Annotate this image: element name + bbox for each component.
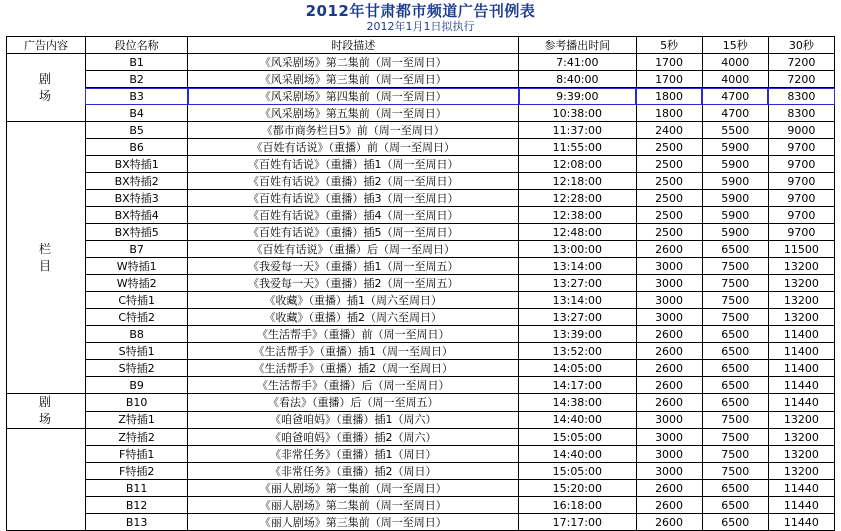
segment-cell: B11 (85, 480, 187, 497)
price-15s-cell: 7500 (702, 309, 768, 326)
price-15s-cell: 5900 (702, 207, 768, 224)
category-cell (7, 429, 86, 531)
description-cell: 《咱爸咱妈》（重播）插2（周六） (188, 429, 519, 446)
price-5s-cell: 2600 (636, 343, 702, 360)
description-cell: 《丽人剧场》第三集前（周一至周日） (188, 514, 519, 531)
segment-cell: B13 (85, 514, 187, 531)
price-30s-cell: 9700 (768, 207, 834, 224)
price-30s-cell: 7200 (768, 54, 834, 71)
description-cell: 《百姓有话说》（重播）插5（周一至周日） (188, 224, 519, 241)
segment-cell: B4 (85, 105, 187, 122)
table-row[interactable] (7, 326, 835, 343)
airtime-cell: 15:05:00 (519, 463, 636, 480)
price-15s-cell: 7500 (702, 429, 768, 446)
segment-cell: F特插2 (85, 463, 187, 480)
airtime-cell: 11:55:00 (519, 139, 636, 156)
airtime-cell: 16:18:00 (519, 497, 636, 514)
price-30s-cell: 13200 (768, 292, 834, 309)
description-cell: 《风采剧场》第四集前（周一至周日） (188, 88, 519, 105)
segment-cell: Z特插1 (85, 411, 187, 429)
table-header (7, 37, 835, 54)
price-5s-cell: 2600 (636, 360, 702, 377)
airtime-cell: 17:17:00 (519, 514, 636, 531)
table-row[interactable] (7, 275, 835, 292)
airtime-cell: 12:38:00 (519, 207, 636, 224)
price-30s-cell: 8300 (768, 105, 834, 122)
airtime-cell: 14:40:00 (519, 411, 636, 429)
airtime-cell: 13:27:00 (519, 275, 636, 292)
price-30s-cell: 11440 (768, 394, 834, 412)
table-row[interactable] (7, 207, 835, 224)
header-cell-category: 广告内容 (7, 37, 86, 54)
table-row[interactable] (7, 54, 835, 71)
price-15s-cell: 5900 (702, 173, 768, 190)
table-row[interactable] (7, 480, 835, 497)
category-cell (7, 54, 86, 122)
category-cell (7, 394, 86, 429)
price-30s-cell: 9700 (768, 156, 834, 173)
price-5s-cell: 1800 (636, 105, 702, 122)
description-cell: 《百姓有话说》（重播）插4（周一至周日） (188, 207, 519, 224)
segment-cell: B8 (85, 326, 187, 343)
table-row[interactable] (7, 139, 835, 156)
description-cell: 《风采剧场》第五集前（周一至周日） (188, 105, 519, 122)
segment-cell: BX特插1 (85, 156, 187, 173)
description-cell: 《丽人剧场》第二集前（周一至周日） (188, 497, 519, 514)
price-15s-cell: 6500 (702, 394, 768, 412)
segment-cell: B2 (85, 71, 187, 88)
price-5s-cell: 2600 (636, 241, 702, 258)
segment-cell: F特插1 (85, 446, 187, 463)
price-5s-cell: 2600 (636, 514, 702, 531)
table-row[interactable] (7, 463, 835, 480)
table-row[interactable] (7, 258, 835, 275)
table-row[interactable] (7, 224, 835, 241)
airtime-cell: 13:27:00 (519, 309, 636, 326)
price-15s-cell: 7500 (702, 463, 768, 480)
segment-cell: BX特插3 (85, 190, 187, 207)
price-5s-cell: 1700 (636, 71, 702, 88)
category-label-line: 目 (38, 258, 53, 273)
price-5s-cell: 1700 (636, 54, 702, 71)
description-cell: 《百姓有话说》（重播）插3（周一至周日） (188, 190, 519, 207)
description-cell: 《生活帮手》（重播）后（周一至周日） (188, 377, 519, 394)
price-30s-cell: 9700 (768, 139, 834, 156)
airtime-cell: 13:14:00 (519, 258, 636, 275)
price-30s-cell: 9700 (768, 190, 834, 207)
description-cell: 《丽人剧场》第一集前（周一至周日） (188, 480, 519, 497)
description-cell: 《风采剧场》第三集前（周一至周日） (188, 71, 519, 88)
table-row[interactable] (7, 105, 835, 122)
category-label-line: 栏 (38, 241, 53, 256)
airtime-cell: 15:05:00 (519, 429, 636, 446)
table-row[interactable] (7, 292, 835, 309)
airtime-cell: 13:52:00 (519, 343, 636, 360)
header-cell-segment: 段位名称 (85, 37, 187, 54)
table-row[interactable] (7, 309, 835, 326)
airtime-cell: 14:17:00 (519, 377, 636, 394)
description-cell: 《生活帮手》（重播）前（周一至周日） (188, 326, 519, 343)
table-row[interactable] (7, 514, 835, 531)
table-row[interactable] (7, 429, 835, 446)
header-row (7, 37, 835, 54)
airtime-cell: 8:40:00 (519, 71, 636, 88)
table-row[interactable] (7, 360, 835, 377)
price-5s-cell: 3000 (636, 429, 702, 446)
table-row[interactable] (7, 446, 835, 463)
price-5s-cell: 3000 (636, 309, 702, 326)
price-5s-cell: 3000 (636, 292, 702, 309)
airtime-cell: 13:14:00 (519, 292, 636, 309)
price-30s-cell: 11440 (768, 497, 834, 514)
price-15s-cell: 4000 (702, 71, 768, 88)
description-cell: 《收藏》（重播）插2（周六至周日） (188, 309, 519, 326)
price-5s-cell: 1800 (636, 88, 702, 105)
segment-cell: C特插2 (85, 309, 187, 326)
segment-cell: BX特插2 (85, 173, 187, 190)
price-30s-cell: 13200 (768, 429, 834, 446)
price-15s-cell: 7500 (702, 411, 768, 429)
header-cell-price-5s: 5秒 (636, 37, 702, 54)
price-5s-cell: 3000 (636, 446, 702, 463)
segment-cell: S特插2 (85, 360, 187, 377)
price-30s-cell: 8300 (768, 88, 834, 105)
price-5s-cell: 2400 (636, 122, 702, 139)
category-label-line: 场 (38, 412, 53, 426)
price-30s-cell: 11400 (768, 326, 834, 343)
description-cell: 《都市商务栏目5》前（周一至周日） (188, 122, 519, 139)
price-5s-cell: 2600 (636, 497, 702, 514)
segment-cell: B1 (85, 54, 187, 71)
price-30s-cell: 13200 (768, 275, 834, 292)
table-row[interactable] (7, 173, 835, 190)
airtime-cell: 12:28:00 (519, 190, 636, 207)
price-5s-cell: 2500 (636, 224, 702, 241)
price-15s-cell: 6500 (702, 514, 768, 531)
price-5s-cell: 2600 (636, 480, 702, 497)
table-body (7, 54, 835, 531)
price-30s-cell: 9700 (768, 173, 834, 190)
price-15s-cell: 7500 (702, 258, 768, 275)
price-15s-cell: 7500 (702, 446, 768, 463)
description-cell: 《我爱每一天》（重播）插2（周一至周五） (188, 275, 519, 292)
segment-cell: W特插1 (85, 258, 187, 275)
price-15s-cell: 4700 (702, 105, 768, 122)
segment-cell: BX特插4 (85, 207, 187, 224)
airtime-cell: 12:48:00 (519, 224, 636, 241)
price-5s-cell: 2600 (636, 394, 702, 412)
description-cell: 《百姓有话说》（重播）后（周一至周日） (188, 241, 519, 258)
header-cell-price-15s: 15秒 (702, 37, 768, 54)
price-30s-cell: 7200 (768, 71, 834, 88)
airtime-cell: 13:39:00 (519, 326, 636, 343)
price-5s-cell: 3000 (636, 463, 702, 480)
price-30s-cell: 9000 (768, 122, 834, 139)
segment-cell: B5 (85, 122, 187, 139)
airtime-cell: 14:40:00 (519, 446, 636, 463)
segment-cell: BX特插5 (85, 224, 187, 241)
segment-cell: W特插2 (85, 275, 187, 292)
price-15s-cell: 5900 (702, 224, 768, 241)
segment-cell: B12 (85, 497, 187, 514)
price-15s-cell: 6500 (702, 480, 768, 497)
airtime-cell: 14:05:00 (519, 360, 636, 377)
table-row[interactable] (7, 411, 835, 429)
price-30s-cell: 11440 (768, 514, 834, 531)
header-cell-description: 时段描述 (188, 37, 519, 54)
price-15s-cell: 7500 (702, 275, 768, 292)
price-30s-cell: 11440 (768, 480, 834, 497)
table-row[interactable] (7, 377, 835, 394)
description-cell: 《风采剧场》第二集前（周一至周日） (188, 54, 519, 71)
price-5s-cell: 2500 (636, 190, 702, 207)
segment-cell: B3 (85, 88, 187, 105)
segment-cell: Z特插2 (85, 429, 187, 446)
price-15s-cell: 4000 (702, 54, 768, 71)
page-subtitle: 2012年1月1日拟执行 (366, 20, 475, 33)
table-row[interactable] (7, 394, 835, 412)
segment-cell: S特插1 (85, 343, 187, 360)
price-5s-cell: 3000 (636, 258, 702, 275)
airtime-cell: 10:38:00 (519, 105, 636, 122)
schedule-table (6, 36, 835, 531)
category-label-line: 场 (38, 88, 53, 103)
description-cell: 《我爱每一天》（重播）插1（周一至周五） (188, 258, 519, 275)
price-30s-cell: 9700 (768, 224, 834, 241)
table-row[interactable] (7, 88, 835, 105)
price-15s-cell: 5500 (702, 122, 768, 139)
table-row[interactable] (7, 71, 835, 88)
category-label-line: 剧 (38, 71, 53, 86)
description-cell: 《非常任务》（重播）插2（周日） (188, 463, 519, 480)
table-row[interactable] (7, 497, 835, 514)
description-cell: 《咱爸咱妈》（重播）插1（周六） (188, 411, 519, 429)
price-5s-cell: 2500 (636, 156, 702, 173)
price-30s-cell: 11400 (768, 360, 834, 377)
price-15s-cell: 6500 (702, 497, 768, 514)
table-row[interactable] (7, 241, 835, 258)
airtime-cell: 9:39:00 (519, 88, 636, 105)
price-30s-cell: 13200 (768, 258, 834, 275)
price-30s-cell: 13200 (768, 446, 834, 463)
price-15s-cell: 6500 (702, 377, 768, 394)
description-cell: 《非常任务》（重播）插1（周日） (188, 446, 519, 463)
airtime-cell: 14:38:00 (519, 394, 636, 412)
airtime-cell: 15:20:00 (519, 480, 636, 497)
table-row[interactable] (7, 122, 835, 139)
table-row[interactable] (7, 190, 835, 207)
segment-cell: B7 (85, 241, 187, 258)
price-30s-cell: 11440 (768, 377, 834, 394)
page-title: 2012年甘肃都市频道广告刊例表 (305, 2, 536, 20)
segment-cell: B6 (85, 139, 187, 156)
airtime-cell: 7:41:00 (519, 54, 636, 71)
document-page (0, 2, 841, 529)
price-15s-cell: 4700 (702, 88, 768, 105)
price-30s-cell: 13200 (768, 411, 834, 429)
price-30s-cell: 11400 (768, 343, 834, 360)
price-5s-cell: 3000 (636, 411, 702, 429)
description-cell: 《收藏》（重播）插1（周六至周日） (188, 292, 519, 309)
description-cell: 《百姓有话说》（重播）插2（周一至周日） (188, 173, 519, 190)
price-15s-cell: 6500 (702, 343, 768, 360)
price-30s-cell: 13200 (768, 463, 834, 480)
header-cell-airtime: 参考播出时间 (519, 37, 636, 54)
description-cell: 《看法》（重播）后（周一至周五） (188, 394, 519, 412)
price-30s-cell: 11500 (768, 241, 834, 258)
airtime-cell: 12:18:00 (519, 173, 636, 190)
category-label-line: 剧 (38, 395, 53, 409)
table-row[interactable] (7, 343, 835, 360)
price-5s-cell: 2500 (636, 139, 702, 156)
price-15s-cell: 6500 (702, 360, 768, 377)
description-cell: 《百姓有话说》（重播）插1（周一至周日） (188, 156, 519, 173)
airtime-cell: 11:37:00 (519, 122, 636, 139)
segment-cell: B10 (85, 394, 187, 412)
airtime-cell: 12:08:00 (519, 156, 636, 173)
description-cell: 《生活帮手》（重播）插1（周一至周日） (188, 343, 519, 360)
price-5s-cell: 2500 (636, 207, 702, 224)
header-cell-price-30s: 30秒 (768, 37, 834, 54)
price-5s-cell: 2600 (636, 377, 702, 394)
table-row[interactable] (7, 156, 835, 173)
description-cell: 《生活帮手》（重播）插2（周一至周日） (188, 360, 519, 377)
category-cell (7, 122, 86, 394)
price-5s-cell: 3000 (636, 275, 702, 292)
price-15s-cell: 6500 (702, 241, 768, 258)
price-15s-cell: 7500 (702, 292, 768, 309)
price-15s-cell: 6500 (702, 326, 768, 343)
price-15s-cell: 5900 (702, 139, 768, 156)
price-30s-cell: 13200 (768, 309, 834, 326)
segment-cell: C特插1 (85, 292, 187, 309)
price-15s-cell: 5900 (702, 190, 768, 207)
price-5s-cell: 2600 (636, 326, 702, 343)
price-5s-cell: 2500 (636, 173, 702, 190)
description-cell: 《百姓有话说》（重播）前（周一至周日） (188, 139, 519, 156)
price-15s-cell: 5900 (702, 156, 768, 173)
segment-cell: B9 (85, 377, 187, 394)
airtime-cell: 13:00:00 (519, 241, 636, 258)
